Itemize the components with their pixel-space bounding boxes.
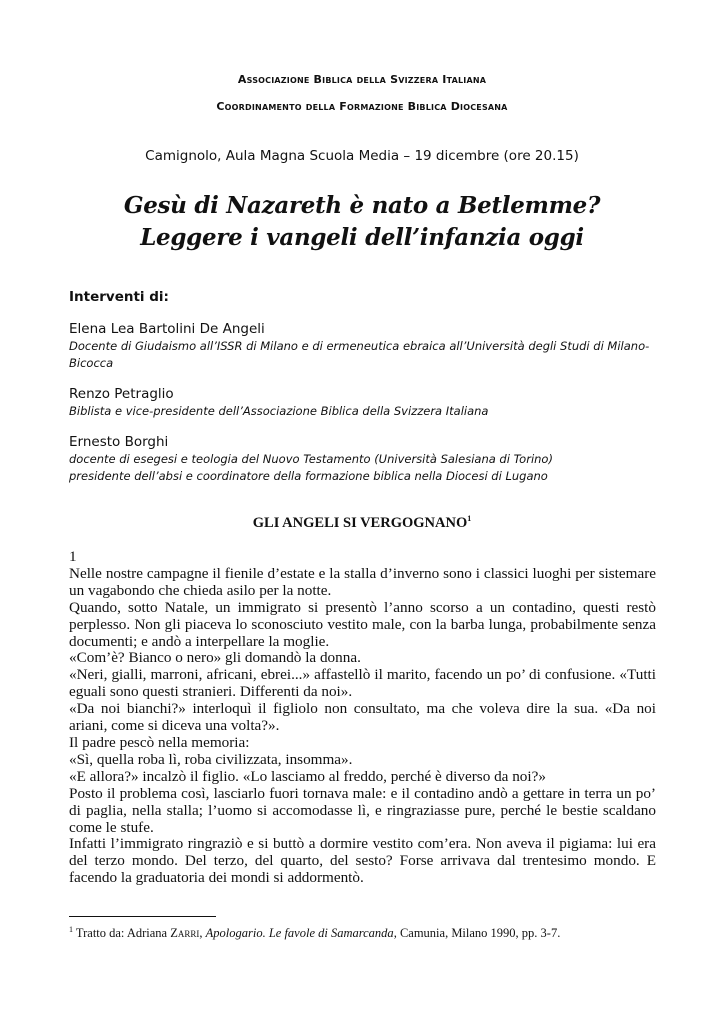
footnote-reference: 1 (467, 514, 472, 523)
story-title (0, 514, 724, 532)
story-paragraph: «E allora?» incalzò il figlio. «Lo lasciamo al freddo, perché è diverso da noi?» (69, 767, 546, 785)
story-body (69, 549, 656, 887)
footnote-marker: 1 (69, 925, 73, 934)
footnote-publication: , Camunia, Milano 1990, pp. 3-7. (393, 926, 561, 941)
speaker-role: Biblista e vice-presidente dell’Associazione Biblica della Svizzera Italiana (69, 404, 489, 418)
speaker-name: Renzo Petraglio (69, 386, 174, 402)
speaker-entry (69, 433, 659, 485)
speaker-entry (69, 320, 659, 372)
speakers-heading: Interventi di: (69, 289, 169, 305)
story-paragraph: Nelle nostre campagne il fienile d’estate e la stalla d’inverno sono i classici luoghi per sistemare un vagabondo che chieda asilo per la notte. (69, 564, 656, 599)
story-paragraph: «Neri, gialli, marroni, africani, ebrei...» affastellò il marito, facendo un po’ di confusione. «Tutti eguali sono questi stranieri. Differenti da noi». (69, 666, 656, 701)
organization-subtitle: Coordinamento della Formazione Biblica Diocesana (216, 100, 508, 113)
section-number: 1 (69, 548, 77, 565)
story-paragraph: Infatti l’immigrato ringraziò e si buttò a dormire vestito com’era. Non aveva il pigiama: lui era del terzo mondo. Del terzo, del quarto, del sesto? Forse arrivava dal trentesimo mondo. E facendo la graduatoria dei mondi si addormentò. (69, 835, 656, 887)
speaker-role: docente di esegesi e teologia del Nuovo Testamento (Università Salesiana di Torino) (69, 452, 553, 466)
story-paragraph: «Da noi bianchi?» interloquì il figliolo non consultato, ma che voleva dire la sua. «Da noi ariani, come si diceva una volta?». (69, 700, 656, 735)
footnote-separator-text: , (199, 926, 206, 941)
footnote-work-title: Apologario. Le favole di Samarcanda (205, 926, 394, 941)
speaker-entry (69, 385, 659, 420)
speakers-section (69, 289, 659, 498)
event-venue-date: Camignolo, Aula Magna Scuola Media – 19 dicembre (ore 20.15) (145, 148, 579, 164)
speaker-role: Docente di Giudaismo all’ISSR di Milano e di ermeneutica ebraica all’Università degli Studi di Milano-Bicocca (69, 339, 650, 370)
story-paragraph: Il padre pescò nella memoria: (69, 733, 250, 751)
speaker-name: Ernesto Borghi (69, 434, 169, 450)
footnote-separator (69, 916, 216, 917)
event-title-line-1: Gesù di Nazareth è nato a Betlemme? (123, 192, 601, 219)
story-paragraph: Quando, sotto Natale, un immigrato si presentò l’anno scorso a un contadino, questi restò perplesso. Non gli piaceva lo sconosciuto vestito male, con la barba lunga, probabilmente senza documenti; e andò a interpellare la moglie. (69, 598, 656, 650)
event-title-line-2: Leggere i vangeli dell’infanzia oggi (140, 224, 584, 251)
story-paragraph: Posto il problema così, lasciarlo fuori tornava male: e il contadino andò a gettare in terra un po’ di paglia, nella stalla; l’uomo si accomodasse lì, e ringraziasse pure, perché le bestie scaldano come le stufe. (69, 784, 656, 836)
story-paragraph: «Sì, quella roba lì, roba civilizzata, insomma». (69, 750, 353, 768)
footnote (69, 922, 669, 941)
organization-name: Associazione Biblica della Svizzera Italiana (237, 73, 487, 86)
speaker-name: Elena Lea Bartolini De Angeli (69, 321, 265, 337)
story-paragraph: «Com’è? Bianco o nero» gli domandò la donna. (69, 649, 361, 667)
speaker-role: presidente dell’absi e coordinatore della formazione biblica nella Diocesi di Lugano (69, 469, 548, 483)
footnote-author-surname: Zarri (170, 926, 200, 941)
footnote-prefix: Tratto da: Adriana (75, 926, 171, 941)
story-title-text: GLI ANGELI SI VERGOGNANO (252, 514, 468, 531)
